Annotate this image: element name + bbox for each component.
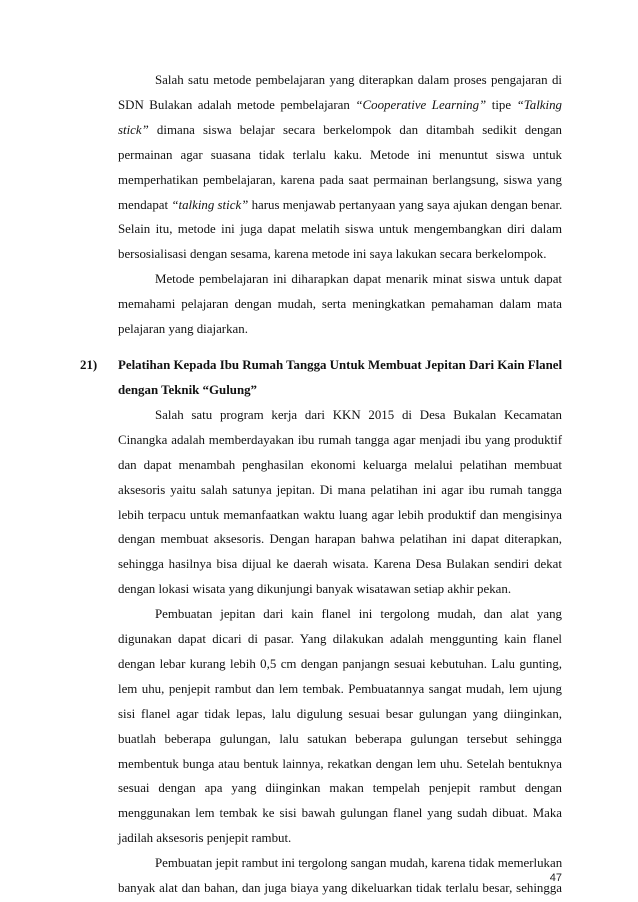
paragraph-1-line-6: mendapat “talking stick” harus menjawab pertanyaan yang saya ajukan dengan benar.	[118, 198, 563, 212]
paragraph-4-line-8: sesuai dengan apa yang diinginkan makan tempelah penjepit rambut dengan	[118, 781, 562, 795]
paragraph-2-line-2: memahami pelajaran dengan mudah, serta meningkatkan pemahaman dalam mata	[118, 297, 562, 311]
paragraph-1-line-4: permainan agar suasana tidak terlalu kaku. Metode ini menuntut siswa untuk	[118, 148, 562, 162]
section-title-line-1: Pelatihan Kepada Ibu Rumah Tangga Untuk Membuat Jepitan Dari Kain Flanel	[118, 358, 563, 372]
paragraph-4-line-1: Pembuatan jepitan dari kain flanel ini tergolong mudah, dan alat yang	[155, 607, 562, 621]
paragraph-3-line-6: dengan membuat aksesoris. Dengan harapan bahwa pelatihan ini dapat diterapkan,	[118, 532, 562, 546]
paragraph-2-line-1: Metode pembelajaran ini diharapkan dapat menarik minat siswa untuk dapat	[155, 272, 562, 286]
paragraph-1-line-2: SDN Bulakan adalah metode pembelajaran “Cooperative Learning” tipe “Talking	[118, 98, 562, 112]
section-title-line-2: dengan Teknik “Gulung”	[118, 383, 258, 397]
paragraph-4-line-6: buatlah beberapa gulungan, lalu satukan beberapa gulungan tersebut sehingga	[118, 732, 562, 746]
paragraph-3-line-5: lebih terpacu untuk memanfaatkan waktu luang agar lebih produktif dan mengisinya	[118, 508, 562, 522]
paragraph-4-line-9: menggunakan lem tembak ke sisi bawah gulungan flanel yang sudah dibuat. Maka	[118, 806, 562, 820]
paragraph-3-line-2: Cinangka adalah memberdayakan ibu rumah tangga agar menjadi ibu yang produktif	[118, 433, 562, 447]
paragraph-1-line-3: stick” dimana siswa belajar secara berkelompok dan ditambah sedikit dengan	[118, 123, 562, 137]
paragraph-1-line-5: memperhatikan pembelajaran, karena pada saat permainan berlangsung, siswa yang	[118, 173, 562, 187]
paragraph-2-line-3: pelajaran yang diajarkan.	[118, 322, 248, 336]
paragraph-4-line-3: dengan lebar kurang lebih 0,5 cm dengan panjangn sesuai kebutuhan. Lalu gunting,	[118, 657, 562, 671]
paragraph-4-line-10: jadilah aksesoris penjepit rambut.	[118, 831, 292, 845]
paragraph-4-line-7: membentuk bunga atau bentuk lainnya, rekatkan dengan lem uhu. Setelah bentuknya	[118, 757, 562, 771]
paragraph-5-line-2: banyak alat dan bahan, dan juga biaya yang dikeluarkan tidak terlalu besar, sehingga	[118, 881, 562, 895]
paragraph-3-line-3: dan dapat menambah penghasilan ekonomi keluarga melalui pelatihan membuat	[118, 458, 562, 472]
paragraph-3-line-8: dengan lokasi wisata yang dikunjungi banyak wisatawan setiap akhir pekan.	[118, 582, 512, 596]
paragraph-1-line-1: Salah satu metode pembelajaran yang diterapkan dalam proses pengajaran di	[155, 73, 562, 87]
paragraph-3-line-1: Salah satu program kerja dari KKN 2015 di Desa Bukalan Kecamatan	[155, 408, 562, 422]
paragraph-3-line-7: sehingga hasilnya bisa dijual ke daerah wisata. Karena Desa Bulakan sendiri dekat	[118, 557, 562, 571]
paragraph-4-line-2: digunakan dapat dicari di pasar. Yang dilakukan adalah menggunting kain flanel	[118, 632, 562, 646]
page-number: 47	[549, 872, 562, 884]
paragraph-3-line-4: aksesoris yaitu salah satunya jepitan. Di mana pelatihan ini agar ibu rumah tangga	[118, 483, 562, 497]
paragraph-1-line-7: Selain itu, metode ini juga dapat melatih siswa untuk mengembangkan diri dalam	[118, 222, 562, 236]
paragraph-1-line-8: bersosialisasi dengan sesama, karena metode ini saya lakukan secara berkelompok.	[118, 247, 547, 261]
paragraph-5-line-1: Pembuatan jepit rambut ini tergolong sangan mudah, karena tidak memerlukan	[155, 856, 563, 870]
paragraph-4-line-4: lem uhu, penjepit rambut dan lem tembak. Pembuatannya sangat mudah, lem ujung	[118, 682, 562, 696]
section-number: 21)	[80, 358, 98, 372]
paragraph-4-line-5: sisi flanel agar tidak lepas, lalu digulung sesuai besar gulungan yang diinginkan,	[118, 707, 562, 721]
